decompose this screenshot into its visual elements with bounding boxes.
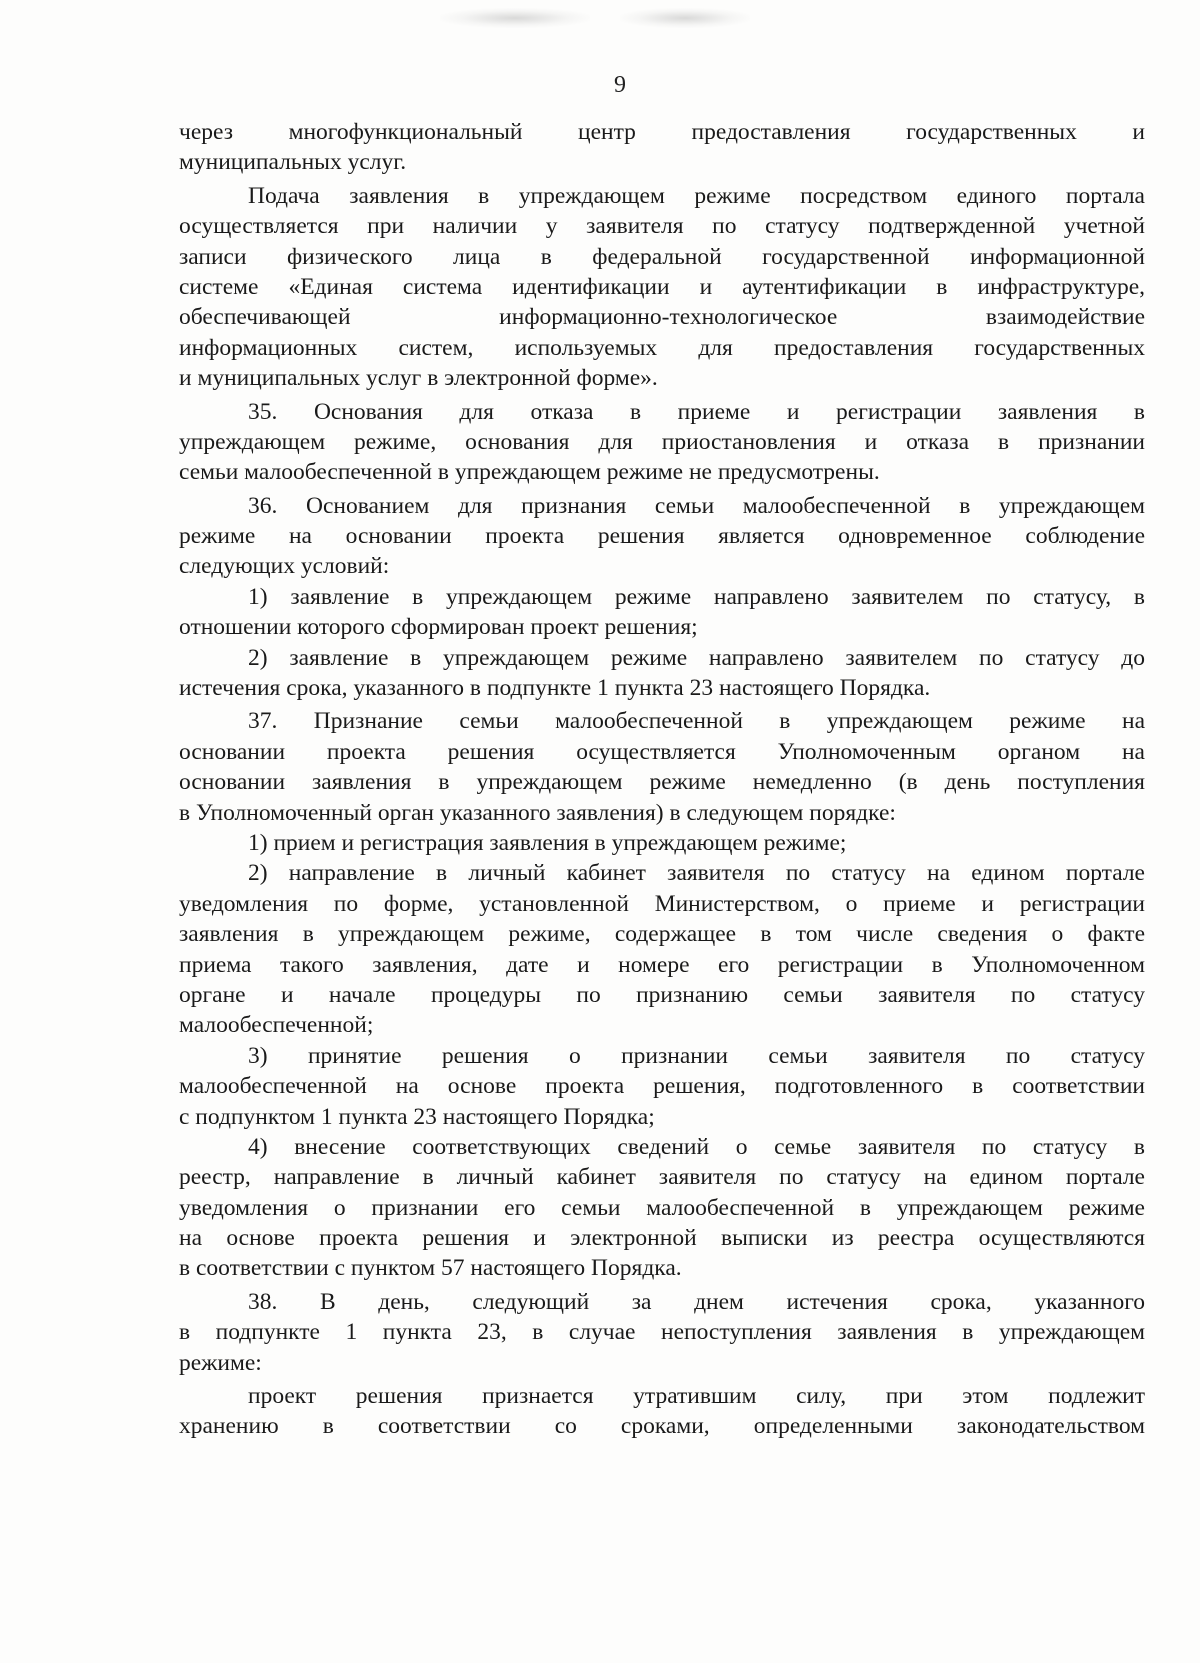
- page-number: 9: [614, 72, 626, 98]
- text-line: режиме:: [179, 1349, 262, 1376]
- text-line: реестр, направление в личный кабинет заявителя по статусу на едином портале: [179, 1164, 1145, 1191]
- text-line: в соответствии с пунктом 57 настоящего Порядка.: [179, 1255, 682, 1282]
- list-item-first-line: 1) заявление в упреждающем режиме направлено заявителем по статусу, в: [248, 583, 1145, 610]
- list-item-first-line: 2) заявление в упреждающем режиме направлено заявителем по статусу до: [248, 644, 1145, 671]
- text-line: органе и начале процедуры по признанию семьи заявителя по статусу: [179, 981, 1145, 1008]
- text-line: на основе проекта решения и электронной выписки из реестра осуществляются: [179, 1225, 1145, 1252]
- list-item-first-line: 4) внесение соответствующих сведений о семье заявителя по статусу в: [248, 1133, 1145, 1160]
- text-line: обеспечивающей информационно-технологическое взаимодействие: [179, 304, 1145, 331]
- scan-artifact: [440, 8, 590, 28]
- text-line: уведомления по форме, установленной Министерством, о приеме и регистрации: [179, 890, 1145, 917]
- text-line: хранению в соответствии со сроками, определенными законодательством: [179, 1413, 1145, 1440]
- paragraph-first-line: 36. Основанием для признания семьи малообеспеченной в упреждающем: [248, 492, 1145, 519]
- text-line: в Уполномоченный орган указанного заявления) в следующем порядке:: [179, 799, 896, 826]
- text-line: осуществляется при наличии у заявителя по статусу подтвержденной учетной: [179, 213, 1145, 240]
- text-line: заявления в упреждающем режиме, содержащее в том числе сведения о факте: [179, 921, 1145, 948]
- text-line: через многофункциональный центр предоставления государственных и: [179, 119, 1145, 145]
- text-line: режиме на основании проекта решения является одновременное соблюдение: [179, 523, 1145, 550]
- text-line: упреждающем режиме, основания для приостановления и отказа в признании: [179, 428, 1145, 455]
- text-line: и муниципальных услуг в электронной форме».: [179, 365, 658, 392]
- paragraph-first-line: Подача заявления в упреждающем режиме посредством единого портала: [248, 182, 1145, 209]
- text-line: основании проекта решения осуществляется Уполномоченным органом на: [179, 738, 1145, 765]
- text-line: информационных систем, используемых для предоставления государственных: [179, 334, 1145, 361]
- text-line: основании заявления в упреждающем режиме немедленно (в день поступления: [179, 769, 1145, 796]
- text-line: с подпунктом 1 пункта 23 настоящего Порядка;: [179, 1103, 655, 1130]
- text-line: приема такого заявления, дате и номере его регистрации в Уполномоченном: [179, 951, 1145, 978]
- text-line: системе «Единая система идентификации и аутентификации в инфраструктуре,: [179, 273, 1145, 300]
- paragraph-first-line: 37. Признание семьи малообеспеченной в упреждающем режиме на: [248, 708, 1145, 735]
- list-item-first-line: 1) прием и регистрация заявления в упреждающем режиме;: [248, 829, 847, 856]
- text-line: отношении которого сформирован проект решения;: [179, 614, 698, 641]
- text-line: в подпункте 1 пункта 23, в случае непоступления заявления в упреждающем: [179, 1319, 1145, 1346]
- text-line: уведомления о признании его семьи малообеспеченной в упреждающем режиме: [179, 1194, 1145, 1221]
- text-line: малообеспеченной на основе проекта решения, подготовленного в соответствии: [179, 1073, 1145, 1100]
- document-body: [179, 117, 1145, 1442]
- text-line: муниципальных услуг.: [179, 149, 407, 176]
- paragraph-first-line: проект решения признается утратившим силу, при этом подлежит: [248, 1383, 1145, 1410]
- text-line: следующих условий:: [179, 553, 390, 580]
- paragraph-first-line: 35. Основания для отказа в приеме и регистрации заявления в: [248, 398, 1145, 425]
- scan-artifact: [620, 8, 750, 28]
- text-line: записи физического лица в федеральной государственной информационной: [179, 243, 1145, 270]
- list-item-first-line: 3) принятие решения о признании семьи заявителя по статусу: [248, 1042, 1145, 1069]
- text-line: истечения срока, указанного в подпункте 1 пункта 23 настоящего Порядка.: [179, 675, 931, 702]
- text-line: малообеспеченной;: [179, 1012, 374, 1039]
- list-item-first-line: 2) направление в личный кабинет заявителя по статусу на едином портале: [248, 860, 1145, 887]
- text-line: семьи малообеспеченной в упреждающем режиме не предусмотрены.: [179, 459, 880, 486]
- paragraph-first-line: 38. В день, следующий за днем истечения срока, указанного: [248, 1288, 1145, 1315]
